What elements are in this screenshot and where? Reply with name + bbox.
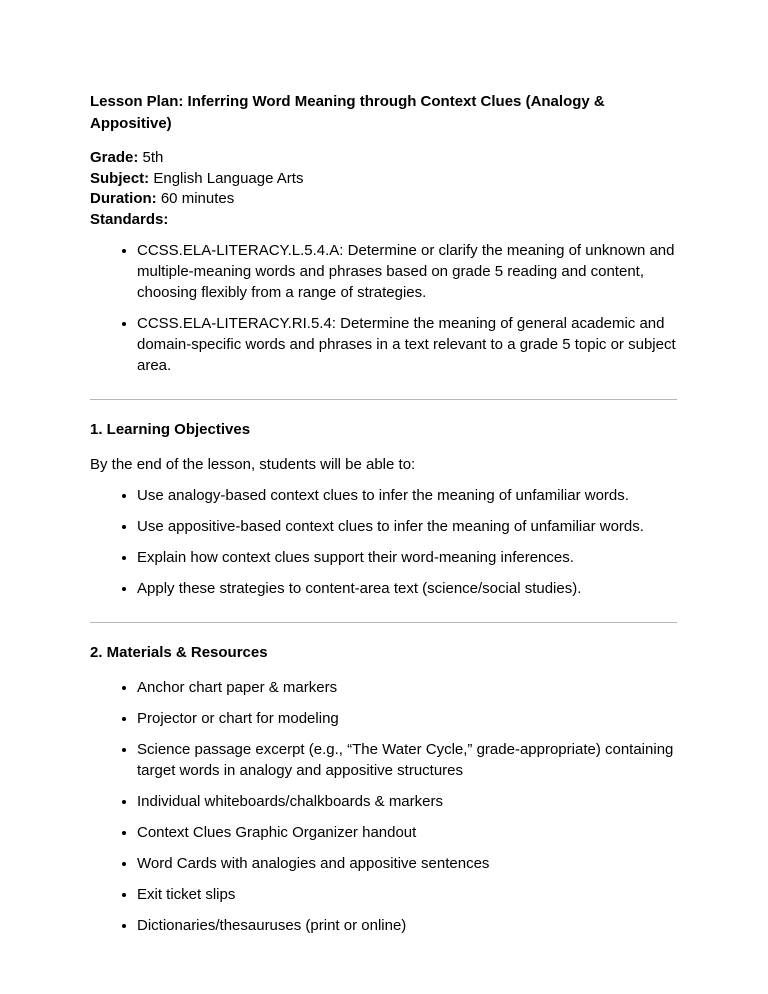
objectives-intro: By the end of the lesson, students will be able to: <box>90 456 416 473</box>
meta-label: Grade: <box>90 149 139 166</box>
list-item: • Science passage excerpt (e.g., “The Water Cycle,” grade-appropriate) containing target words in analogy and appositive structures <box>137 739 677 781</box>
list-item: • CCSS.ELA-LITERACY.L.5.4.A: Determine or clarify the meaning of unknown and multiple-meaning words and phrases based on grade 5 reading and content, choosing flexibly from a range of strategies. <box>137 240 677 303</box>
meta-label: Duration: <box>90 190 157 207</box>
meta-line <box>90 189 677 210</box>
list-item: • Word Cards with analogies and appositive sentences <box>137 853 677 874</box>
section-divider <box>90 622 677 623</box>
list-item: • Apply these strategies to content-area text (science/social studies). <box>137 578 677 599</box>
meta-line <box>90 210 677 231</box>
meta-value: English Language Arts <box>153 169 304 187</box>
list-item: • Individual whiteboards/chalkboards & markers <box>137 791 677 812</box>
meta-block <box>90 148 677 230</box>
meta-label: Standards: <box>90 210 169 228</box>
materials-list <box>90 677 677 936</box>
list-item: • Dictionaries/thesauruses (print or online) <box>137 915 677 936</box>
section-divider <box>90 399 677 400</box>
meta-line <box>90 169 677 190</box>
standards-list <box>90 240 677 376</box>
list-item: • Use appositive-based context clues to infer the meaning of unfamiliar words. <box>137 516 677 537</box>
list-item: • CCSS.ELA-LITERACY.RI.5.4: Determine the meaning of general academic and domain-specific words and phrases in a text relevant to a grade 5 topic or subject area. <box>137 313 677 376</box>
section-heading-materials: 2. Materials & Resources <box>90 644 268 661</box>
meta-label: Subject: <box>90 169 150 187</box>
list-item: • Explain how context clues support their word-meaning inferences. <box>137 547 677 568</box>
meta-value: 60 minutes <box>160 190 235 207</box>
meta-line <box>90 148 677 169</box>
document-title: Lesson Plan: Inferring Word Meaning through Context Clues (Analogy & Appositive) <box>90 93 605 132</box>
section-heading-objectives: 1. Learning Objectives <box>90 421 251 438</box>
list-item: • Anchor chart paper & markers <box>137 677 677 698</box>
list-item: • Context Clues Graphic Organizer handout <box>137 822 677 843</box>
list-item: • Projector or chart for modeling <box>137 708 677 729</box>
objectives-list <box>90 485 677 599</box>
list-item: • Use analogy-based context clues to infer the meaning of unfamiliar words. <box>137 485 677 506</box>
list-item: • Exit ticket slips <box>137 884 677 905</box>
meta-value: 5th <box>142 149 164 166</box>
